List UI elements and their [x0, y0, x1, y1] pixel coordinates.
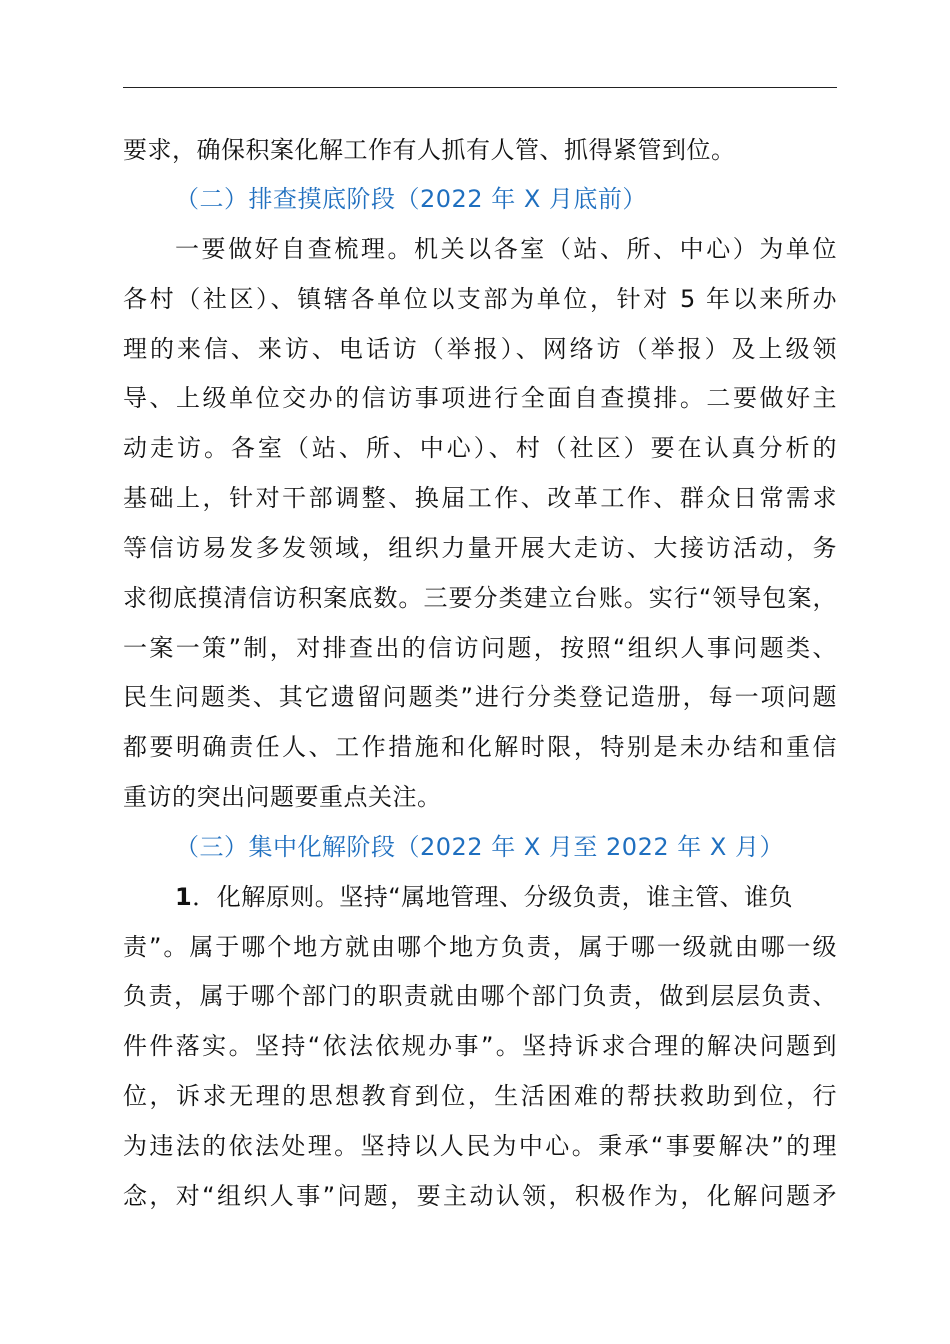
paragraph-line: 负责，属于哪个部门的职责就由哪个部门负责，做到层层负责、: [123, 982, 837, 1010]
paragraph-line: 责”。属于哪个地方就由哪个地方负责，属于哪一级就由哪一级: [123, 933, 837, 961]
paragraph-line: 一案一策”制，对排查出的信访问题，按照“组织人事问题类、: [123, 634, 837, 662]
section-heading-2: （二）排查摸底阶段（2022 年 X 月底前）: [175, 185, 647, 213]
header-rule: [123, 87, 837, 88]
item-number: 1: [175, 883, 193, 911]
section-heading-3: （三）集中化解阶段（2022 年 X 月至 2022 年 X 月）: [175, 833, 784, 861]
paragraph-line: 各村（社区）、镇辖各单位以支部为单位，针对 5 年以来所办: [123, 285, 837, 313]
paragraph-line: 导、上级单位交办的信访事项进行全面自查摸排。二要做好主: [123, 384, 837, 412]
paragraph-line: 都要明确责任人、工作措施和化解时限，特别是未办结和重信: [123, 733, 837, 761]
paragraph-line: 求彻底摸清信访积案底数。三要分类建立台账。实行“领导包案，: [123, 584, 837, 612]
paragraph-line: 动走访。各室（站、所、中心）、村（社区）要在认真分析的: [123, 434, 837, 462]
item-text: ．化解原则。坚持“属地管理、分级负责，谁主管、谁负: [192, 883, 794, 911]
paragraph-line: 理的来信、来访、电话访（举报）、网络访（举报）及上级领: [123, 335, 837, 363]
paragraph-line: 念，对“组织人事”问题，要主动认领，积极作为，化解问题矛: [123, 1182, 837, 1210]
paragraph-line: 一要做好自查梳理。机关以各室（站、所、中心）为单位: [175, 235, 837, 263]
paragraph-line: 重访的突出问题要重点关注。: [123, 783, 442, 811]
paragraph-line: 件件落实。坚持“依法依规办事”。坚持诉求合理的解决问题到: [123, 1032, 837, 1060]
paragraph-line: 等信访易发多发领域，组织力量开展大走访、大接访活动，务: [123, 534, 837, 562]
paragraph-line: 基础上，针对干部调整、换届工作、改革工作、群众日常需求: [123, 484, 837, 512]
paragraph-line: 民生问题类、其它遗留问题类”进行分类登记造册，每一项问题: [123, 683, 837, 711]
paragraph-line: [123, 881, 837, 913]
paragraph-line: 为违法的依法处理。坚持以人民为中心。秉承“事要解决”的理: [123, 1132, 837, 1160]
paragraph-line: 要求，确保积案化解工作有人抓有人管、抓得紧管到位。: [123, 136, 736, 164]
paragraph-line: 位，诉求无理的思想教育到位，生活困难的帮扶救助到位，行: [123, 1082, 837, 1110]
